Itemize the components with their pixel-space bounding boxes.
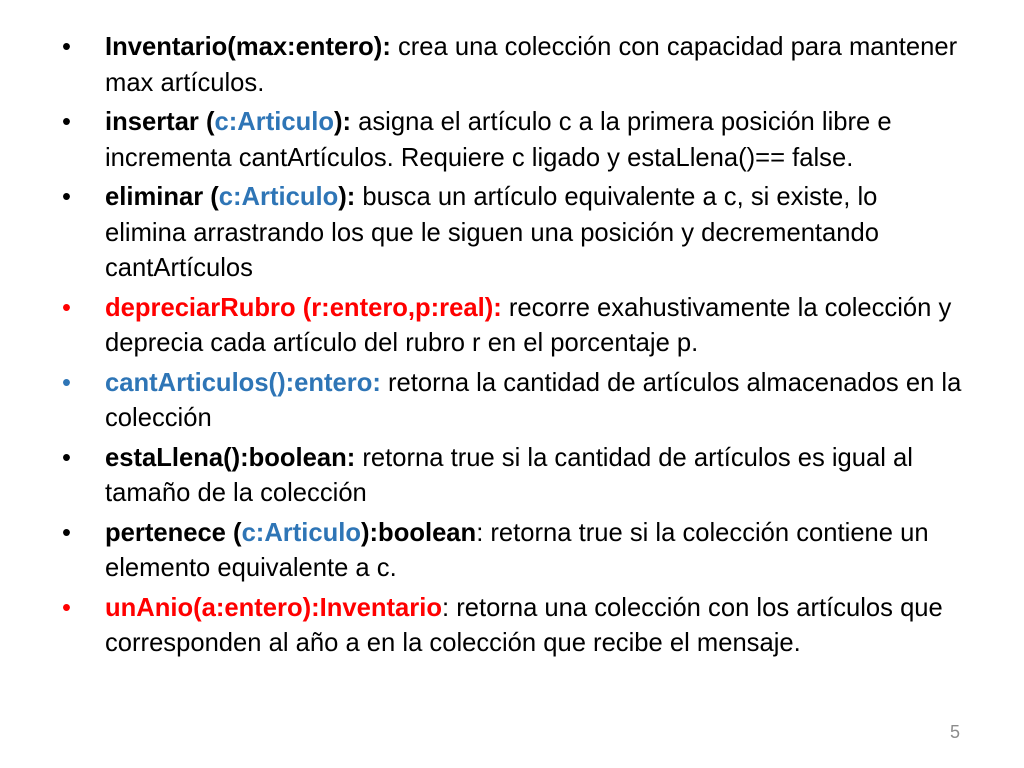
bullet-text: busca un artículo equivalente a c, si existe, lo elimina arrastrando los que le siguen una posición y decrementando cantArtículos xyxy=(105,183,879,282)
bullet-term: ): xyxy=(338,183,356,211)
bullet-item xyxy=(62,105,962,176)
bullet-text: asigna el artículo c a la primera posición libre e incrementa cantArtículos. Requiere c ligado y estaLlena()== false. xyxy=(105,108,892,172)
bullet-term: ):boolean xyxy=(361,518,477,547)
bullet-item xyxy=(62,516,962,587)
bullet-text: retorna la cantidad de artículos almacenados en la colección xyxy=(105,368,962,432)
bullet-icon: • xyxy=(62,108,71,136)
bullet-text: retorna true si la cantidad de artículos es igual al tamaño de la colección xyxy=(105,443,913,507)
bullet-item xyxy=(62,366,962,437)
bullet-item xyxy=(62,441,962,512)
bullet-term: eliminar ( xyxy=(105,183,219,211)
bullet-item xyxy=(62,30,962,101)
bullet-term: pertenece ( xyxy=(105,518,242,547)
bullet-icon: • xyxy=(62,293,71,322)
bullet-list xyxy=(62,30,962,666)
page-number: 5 xyxy=(950,722,961,742)
bullet-icon: • xyxy=(62,518,71,547)
bullet-term: c:Articulo xyxy=(218,183,339,211)
bullet-term: depreciarRubro (r:entero,p:real): xyxy=(105,293,502,322)
bullet-term: estaLlena():boolean: xyxy=(105,443,356,472)
bullet-icon: • xyxy=(62,33,71,61)
bullet-term: c:Articulo xyxy=(214,108,334,136)
bullet-text: : retorna true si la colección contiene un elemento equivalente a c. xyxy=(105,518,929,582)
bullet-text: recorre exahustivamente la colección y deprecia cada artículo del rubro r en el porcentaje p. xyxy=(105,293,952,357)
bullet-item xyxy=(62,180,962,287)
bullet-icon: • xyxy=(62,368,71,397)
bullet-term: Inventario(max:entero): xyxy=(105,33,391,61)
bullet-icon: • xyxy=(62,593,71,622)
bullet-item xyxy=(62,291,962,362)
bullet-icon: • xyxy=(62,183,71,211)
bullet-term: c:Articulo xyxy=(241,518,362,547)
bullet-term: cantArticulos():entero: xyxy=(105,368,381,397)
bullet-text: crea una colección con capacidad para mantener max artículos. xyxy=(105,33,958,97)
bullet-term: unAnio(a:entero):Inventario xyxy=(105,593,442,622)
bullet-term: insertar ( xyxy=(105,108,215,136)
bullet-item xyxy=(62,591,962,662)
bullet-text: : retorna una colección con los artículos que corresponden al año a en la colección que recibe el mensaje. xyxy=(105,593,943,657)
bullet-icon: • xyxy=(62,443,71,472)
bullet-term: ): xyxy=(333,108,352,136)
